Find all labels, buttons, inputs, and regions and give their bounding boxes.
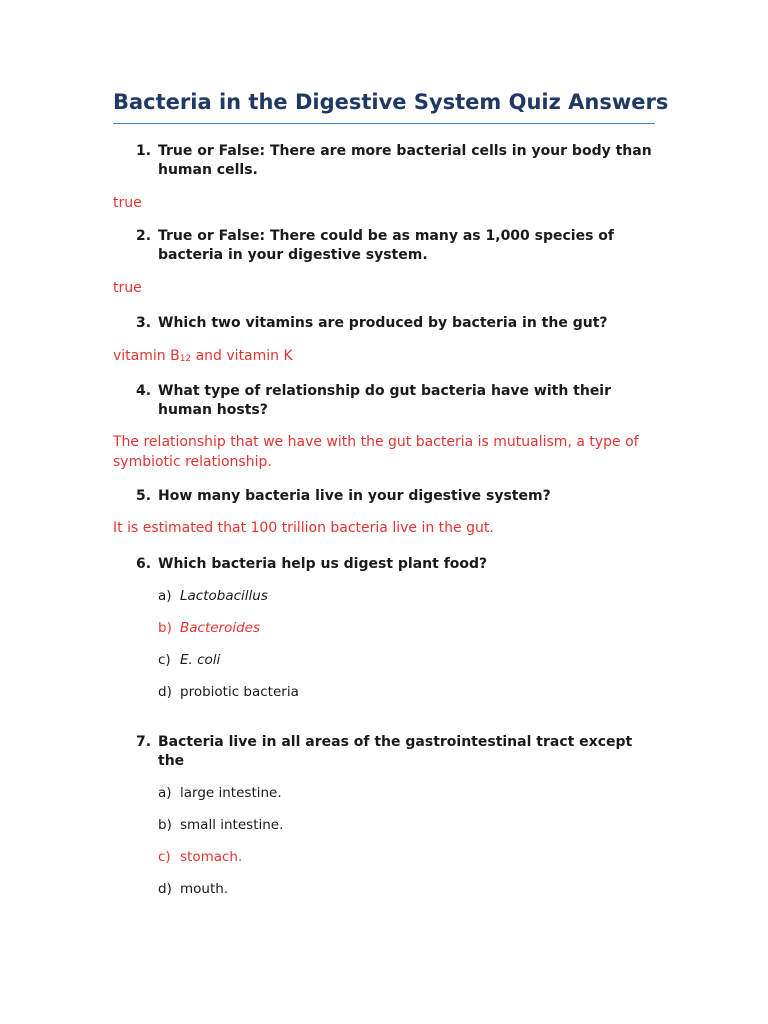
answer-4: The relationship that we have with the gut bacteria is mutualism, a type of symbiotic relationship.: [113, 434, 639, 470]
answer-3: [113, 346, 653, 369]
question-number: 4.: [136, 383, 152, 399]
question-text: What type of relationship do gut bacteria have with their human hosts?: [158, 383, 612, 418]
question-text: True or False: There could be as many as 1,000 species of bacteria in your digestive system.: [158, 228, 615, 263]
question-number: 5.: [136, 488, 152, 504]
option-text: E. coli: [180, 652, 221, 668]
question-text: Bacteria live in all areas of the gastrointestinal tract except the: [158, 734, 633, 769]
option-text: small intestine.: [180, 817, 284, 833]
subscript: 12: [179, 354, 192, 364]
page-title: Bacteria in the Digestive System Quiz Answers: [113, 90, 669, 114]
option-c: [158, 651, 220, 669]
option-letter: b): [158, 817, 172, 833]
option-d: [158, 683, 299, 701]
answer-1: true: [113, 195, 142, 211]
option-letter: d): [158, 881, 172, 897]
question-5: [136, 487, 656, 506]
option-c-correct: [158, 848, 242, 866]
question-text: Which bacteria help us digest plant food?: [158, 556, 488, 572]
question-number: 6.: [136, 556, 152, 572]
option-text: stomach.: [180, 849, 243, 865]
question-7: [136, 733, 656, 771]
question-6: [136, 555, 656, 574]
title-underline: [113, 123, 655, 124]
answer-5: It is estimated that 100 trillion bacteria live in the gut.: [113, 520, 494, 536]
answer-text: vitamin B: [113, 348, 180, 364]
option-b-correct: [158, 619, 260, 637]
question-text: How many bacteria live in your digestive system?: [158, 488, 551, 504]
question-number: 1.: [136, 143, 152, 159]
option-a: [158, 587, 268, 605]
option-text: Bacteroides: [180, 620, 261, 636]
answer-2: true: [113, 280, 142, 296]
option-letter: d): [158, 684, 172, 700]
option-letter: a): [158, 785, 172, 801]
option-text: probiotic bacteria: [180, 684, 299, 700]
question-4: [136, 382, 656, 420]
option-letter: a): [158, 588, 172, 604]
question-number: 2.: [136, 228, 152, 244]
question-number: 3.: [136, 315, 152, 331]
option-letter: c): [158, 652, 171, 668]
option-d: [158, 880, 228, 898]
question-1: [136, 142, 656, 180]
question-text: Which two vitamins are produced by bacteria in the gut?: [158, 315, 608, 331]
option-text: mouth.: [180, 881, 229, 897]
question-text: True or False: There are more bacterial cells in your body than human cells.: [158, 143, 652, 178]
question-3: [136, 314, 656, 333]
option-letter: b): [158, 620, 172, 636]
option-b: [158, 816, 283, 834]
option-text: large intestine.: [180, 785, 282, 801]
option-text: Lactobacillus: [180, 588, 268, 604]
option-letter: c): [158, 849, 171, 865]
option-a: [158, 784, 282, 802]
answer-text: and vitamin K: [191, 348, 293, 364]
question-number: 7.: [136, 734, 152, 750]
question-2: [136, 227, 656, 265]
